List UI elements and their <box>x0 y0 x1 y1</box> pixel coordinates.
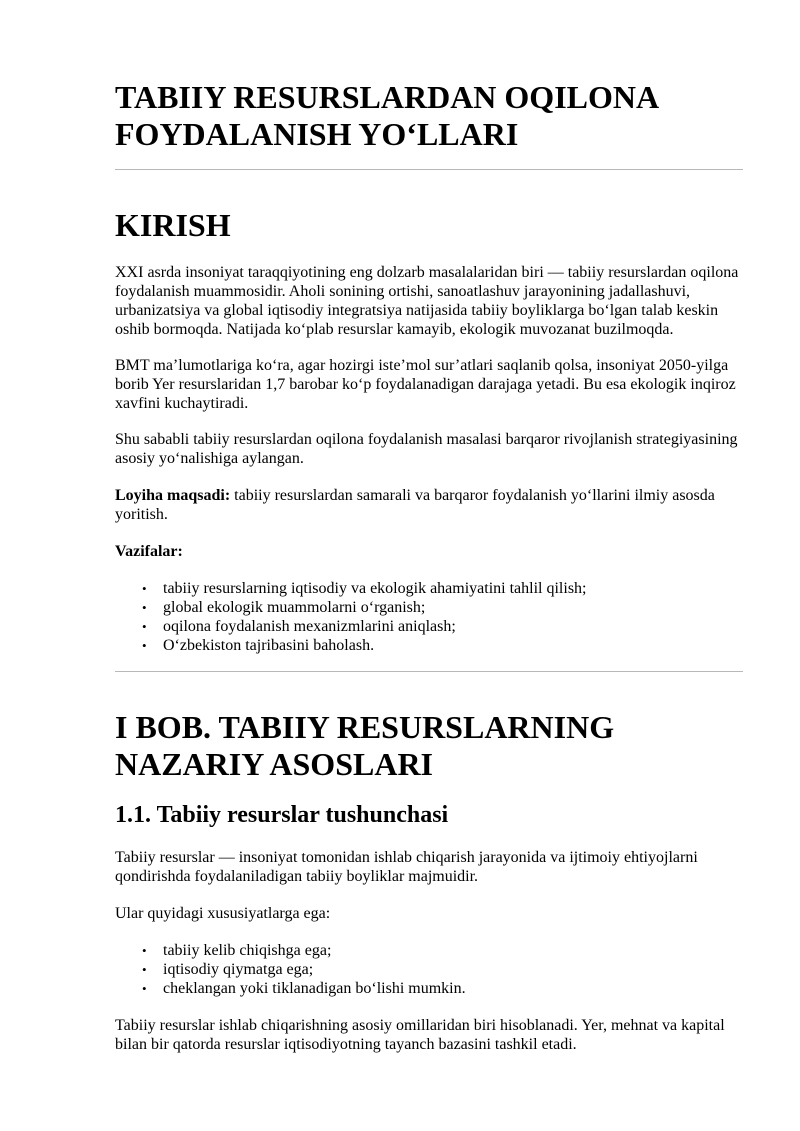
title-line-1: TABIIY RESURSLARDAN OQILONA <box>115 79 660 115</box>
section-paragraph-3: Tabiiy resurslar ishlab chiqarishning asosiy omillaridan biri hisoblanadi. Yer, mehnat va kapital bilan bir qatorda resurslar iqtisodiyotning tayanch bazasini tashkil etadi. <box>115 1017 725 1053</box>
chapter-heading: I BOB. TABIIY RESURSLARNING NAZARIY ASOSLARI <box>115 709 615 782</box>
features-list <box>115 941 466 998</box>
document-title <box>115 79 659 153</box>
bullet-icon: • <box>142 962 147 977</box>
list-item: • tabiiy resurslarning iqtisodiy va ekologik ahamiyatini tahlil qilish; <box>142 580 587 597</box>
bullet-icon: • <box>142 581 147 596</box>
bullet-icon: • <box>142 638 147 653</box>
title-line-2: FOYDALANISH YO‘LLARI <box>115 116 519 152</box>
bullet-icon: • <box>142 619 147 634</box>
intro-paragraph-1: XXI asrda insoniyat taraqqiyotining eng dolzarb masalalaridan biri — tabiiy resurslardan oqilona foydalanish muammosidir. Aholi sonining ortishi, sanoatlashuv jarayonining jadallashuvi, urbanizatsiya va global iqtisodiy integratsiya natijasida tabiiy boyliklarga bo‘lgan talab keskin oshib bormoqda. Natijada ko‘plab resurslar kamayib, ekologik muvozanat buzilmoqda. <box>115 264 739 338</box>
divider <box>115 169 743 170</box>
divider <box>115 671 743 672</box>
list-item: • cheklangan yoki tiklanadigan bo‘lishi mumkin. <box>142 980 466 997</box>
bullet-icon: • <box>142 943 147 958</box>
section-paragraph-2: Ular quyidagi xususiyatlarga ega: <box>115 905 331 922</box>
intro-heading: KIRISH <box>115 207 231 243</box>
section-heading: 1.1. Tabiiy resurslar tushunchasi <box>115 802 449 828</box>
intro-paragraph-2: BMT ma’lumotlariga ko‘ra, agar hozirgi iste’mol sur’atlari saqlanib qolsa, insoniyat 2050-yilga borib Yer resurslaridan 1,7 barobar ko‘p foydalanadigan darajaga yetadi. Bu esa ekologik inqiroz xavfini kuchaytiradi. <box>115 357 736 412</box>
list-item: • tabiiy kelib chiqishga ega; <box>142 942 332 959</box>
intro-paragraph-3: Shu sababli tabiiy resurslardan oqilona foydalanish masalasi barqaror rivojlanish strategiyasining asosiy yo‘nalishiga aylangan. <box>115 431 738 467</box>
section-paragraph-1: Tabiiy resurslar — insoniyat tomonidan ishlab chiqarish jarayonida va ijtimoiy ehtiyojlarni qondirishda foydalaniladigan tabiiy boyliklar majmuidir. <box>115 849 698 885</box>
project-goal: Loyiha maqsadi: tabiiy resurslardan samarali va barqaror foydalanish yo‘llarini ilmiy asosda yoritish. <box>115 487 715 523</box>
goal-label: Loyiha maqsadi: <box>115 487 231 504</box>
list-item: • global ekologik muammolarni o‘rganish; <box>142 599 426 616</box>
tasks-label: Vazifalar: <box>115 543 183 560</box>
list-item: • oqilona foydalanish mexanizmlarini aniqlash; <box>142 618 456 635</box>
list-item: • iqtisodiy qiymatga ega; <box>142 961 314 978</box>
list-item: • O‘zbekiston tajribasini baholash. <box>142 637 375 654</box>
tasks-list <box>115 579 587 655</box>
bullet-icon: • <box>142 600 147 615</box>
bullet-icon: • <box>142 981 147 996</box>
